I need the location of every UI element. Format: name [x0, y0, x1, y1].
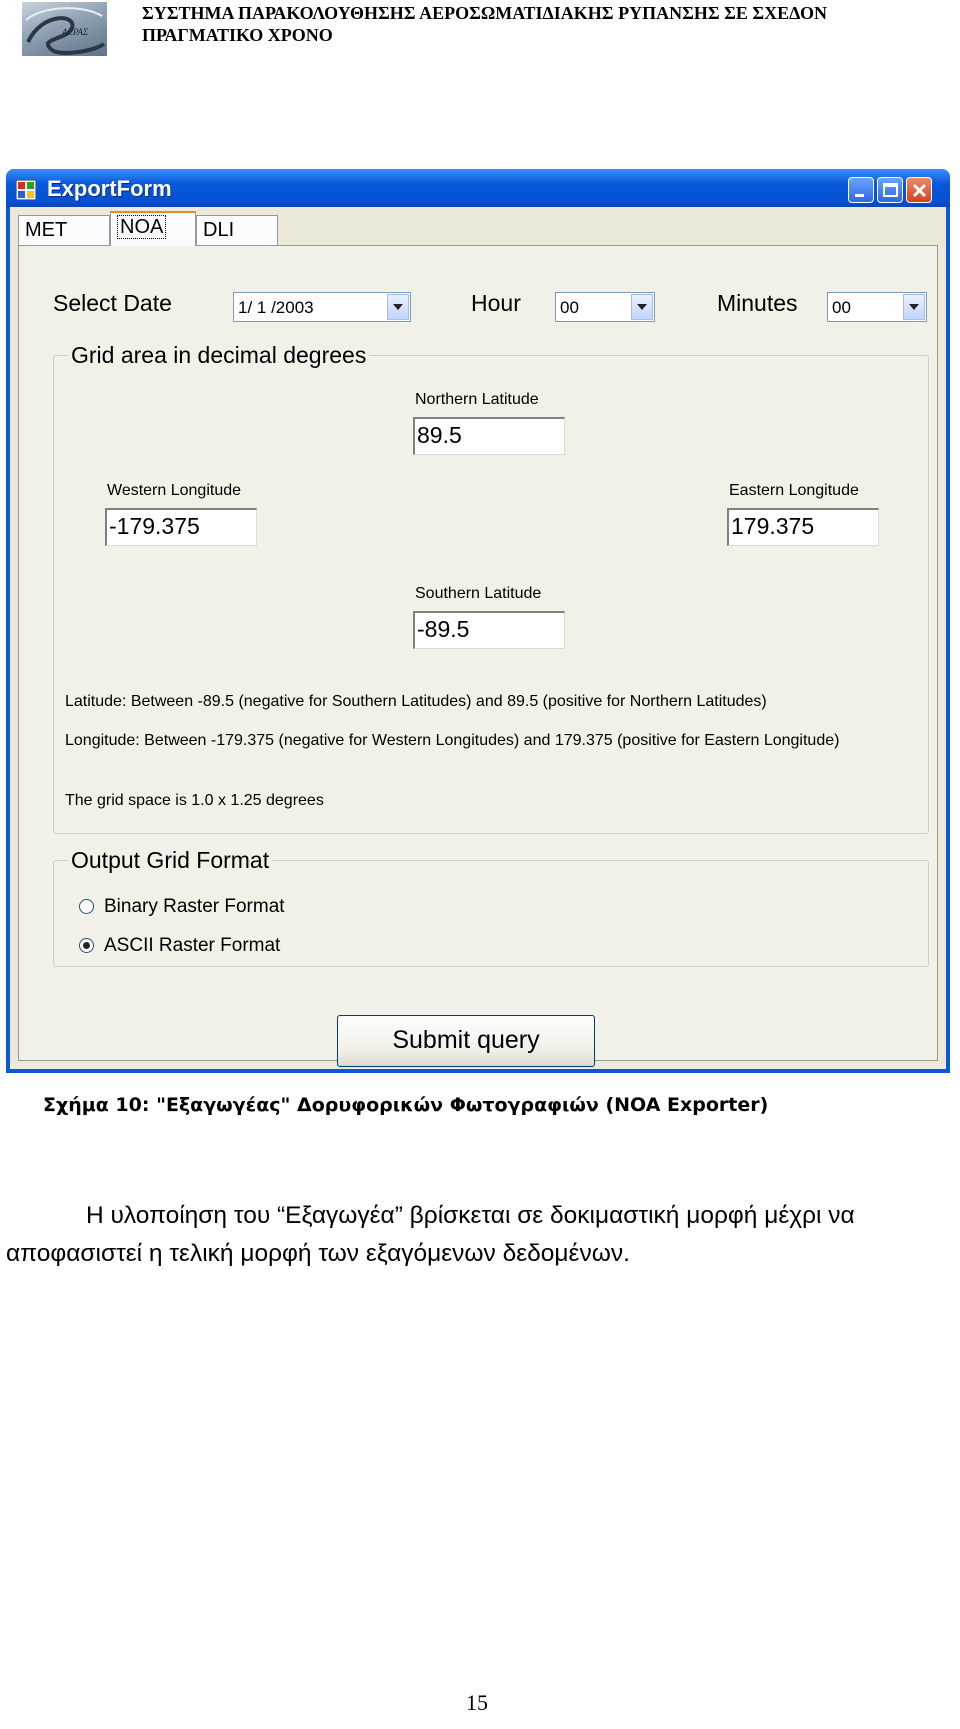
export-form-window — [6, 169, 950, 1073]
radio-icon[interactable] — [79, 938, 94, 953]
longitude-info: Longitude: Between -179.375 (negative for Western Longitudes) and 179.375 (positive for Eastern Longitude) — [65, 732, 840, 749]
close-button[interactable] — [906, 177, 932, 203]
paragraph-line-2: αποφασιστεί η τελική μορφή των εξαγόμενων δεδομένων. — [6, 1240, 630, 1267]
eastern-longitude-label: Eastern Longitude — [729, 482, 859, 499]
southern-latitude-label: Southern Latitude — [415, 585, 542, 602]
date-dropdown-button[interactable] — [387, 294, 409, 320]
minimize-icon — [849, 178, 875, 204]
dropdown-arrow-icon — [909, 304, 919, 310]
paragraph-line-1: Η υλοποίηση του “Εξαγωγέα” βρίσκεται σε δοκιμαστική μορφή μέχρι να — [86, 1202, 855, 1229]
radio-icon[interactable] — [79, 899, 94, 914]
hour-value: 00 — [560, 298, 579, 317]
hour-label: Hour — [471, 290, 521, 316]
northern-latitude-label: Northern Latitude — [415, 391, 539, 408]
dropdown-arrow-icon — [393, 304, 403, 310]
tab-noa[interactable] — [110, 211, 196, 246]
latitude-info: Latitude: Between -89.5 (negative for Southern Latitudes) and 89.5 (positive for Northern Latitudes) — [65, 693, 767, 710]
tab-met[interactable] — [18, 215, 110, 245]
ascii-raster-option[interactable] — [79, 935, 280, 957]
ascii-raster-label: ASCII Raster Format — [104, 935, 281, 956]
minutes-dropdown-button[interactable] — [903, 294, 925, 320]
hour-select[interactable] — [555, 292, 655, 322]
window-titlebar[interactable] — [6, 169, 950, 207]
binary-raster-option[interactable] — [79, 896, 285, 918]
tab-dli-label: DLI — [203, 219, 235, 241]
page-number: 15 — [466, 1690, 488, 1715]
window-title: ExportForm — [47, 176, 172, 201]
tab-dli[interactable] — [196, 215, 278, 245]
window-client-area — [10, 207, 946, 1069]
tab-strip — [18, 211, 938, 245]
document-header-line2: ΠΡΑΓΜΑΤΙΚΟ ΧΡΟΝΟ — [142, 25, 333, 45]
select-date-label: Select Date — [53, 290, 172, 316]
date-picker[interactable] — [233, 292, 411, 322]
noa-tab-panel — [18, 245, 938, 1061]
minimize-button[interactable] — [848, 177, 874, 203]
tab-met-label: MET — [25, 219, 68, 241]
minutes-value: 00 — [832, 298, 851, 317]
output-format-legend: Output Grid Format — [71, 847, 270, 873]
project-logo — [22, 2, 107, 56]
tab-noa-label: NOA — [117, 215, 166, 239]
app-icon — [16, 180, 36, 200]
western-longitude-input[interactable]: -179.375 — [105, 508, 257, 546]
minutes-select[interactable] — [827, 292, 927, 322]
southern-latitude-input[interactable]: -89.5 — [413, 611, 565, 649]
binary-raster-label: Binary Raster Format — [104, 896, 285, 917]
submit-query-button[interactable]: Submit query — [337, 1015, 595, 1067]
document-header-line1: ΣΥΣΤΗΜΑ ΠΑΡΑΚΟΛΟΥΘΗΣΗΣ ΑΕΡΟΣΩΜΑΤΙΔΙΑΚΗΣ ΡΥΠΑΝΣΗΣ ΣΕ ΣΧΕΔΟΝ — [142, 3, 828, 23]
dropdown-arrow-icon — [637, 304, 647, 310]
close-icon — [907, 178, 933, 204]
grid-area-legend: Grid area in decimal degrees — [71, 342, 367, 368]
logo-text: ΑΕΡΑΣ — [62, 27, 89, 37]
maximize-icon — [878, 178, 904, 204]
grid-space-info: The grid space is 1.0 x 1.25 degrees — [65, 792, 324, 809]
document-header — [142, 2, 827, 46]
body-paragraph — [6, 1197, 956, 1273]
hour-dropdown-button[interactable] — [631, 294, 653, 320]
western-longitude-label: Western Longitude — [107, 482, 242, 499]
minutes-label: Minutes — [717, 290, 798, 316]
date-value: 1/ 1 /2003 — [238, 298, 314, 317]
figure-caption: Σχήμα 10: "Εξαγωγέας" Δορυφορικών Φωτογραφιών (NOA Exporter) — [43, 1094, 769, 1116]
maximize-button[interactable] — [877, 177, 903, 203]
northern-latitude-input[interactable]: 89.5 — [413, 417, 565, 455]
eastern-longitude-input[interactable]: 179.375 — [727, 508, 879, 546]
